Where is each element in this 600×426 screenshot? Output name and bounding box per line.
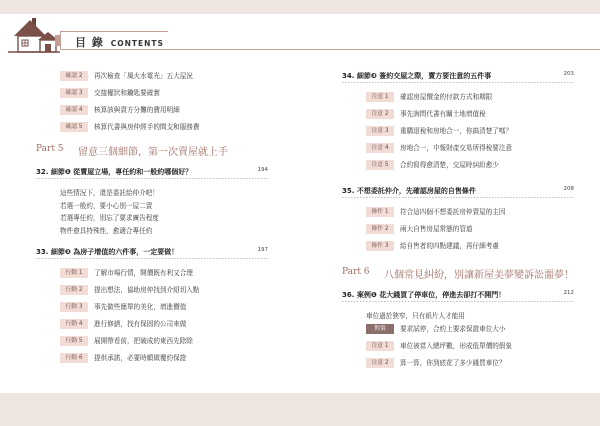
toc-line[interactable] [36,198,268,211]
toc-item[interactable] [342,321,574,338]
part-heading [342,264,574,282]
item-tag: 注意 3 [366,126,394,136]
toc-item[interactable] [36,333,268,350]
item-tag: 注意 5 [366,160,394,170]
toc-header [8,14,600,54]
item-text: 交接權狀和鑰匙要確實 [94,89,160,97]
toc-title-box [60,31,168,50]
toc-item[interactable] [36,85,268,102]
item-tag: 行動 3 [60,302,88,312]
item-tag: 行動 6 [60,353,88,363]
dotted-divider [36,178,268,179]
item-text: 提出想法，協助房仲找到介紹切入點 [94,286,200,294]
item-text: 再次檢查「風火水電光」五大屋況 [94,72,193,80]
line-text: 若選一般約，要小心別一屋二賣 [60,201,153,210]
line-text: 車位過於狹窄，只有紙片人才能用 [366,312,465,320]
toc-item[interactable] [36,282,268,299]
item-text: 確認房屋價金的付款方式和期限 [400,93,493,101]
spacer [342,255,574,264]
toc-item[interactable] [36,102,268,119]
item-text: 重購退稅和房地合一，你搞清楚了嗎？ [400,127,513,135]
item-text: 了解市場行情，開價既有利又合理 [94,269,193,277]
toc-item[interactable] [36,68,268,85]
page-number: 208 [563,186,574,192]
section-heading[interactable] [342,287,574,303]
item-tag: 行動 5 [60,336,88,346]
item-tag: 注意 1 [366,92,394,102]
dotted-divider [36,258,268,259]
section-title: 33. 細節❷ 為房子增值的六件事，一定要做！ [36,248,179,256]
section-title: 34. 細節❸ 簽約交屋之際，賣方要注意的五件事 [342,72,492,80]
toc-item[interactable] [36,119,268,136]
item-text: 事先詢問代書有關土地增值稅 [400,110,486,118]
right-column [342,68,574,372]
item-tag: 確認 3 [60,88,88,98]
part-title: 留意三個細節，第一次賣屋就上手 [78,147,228,158]
item-text: 合約寫得愈清楚，交屋時糾紛愈少 [400,161,499,169]
item-tag: 條件 2 [366,224,394,234]
item-text: 核算代書與房仲經手的間支和服務費 [94,123,200,131]
spacer [36,235,268,244]
part-title: 八個常見糾紛，別讓新屋美夢變訴訟噩夢！ [384,270,574,281]
toc-item[interactable] [342,140,574,157]
toc-item[interactable] [36,265,268,282]
toc-item[interactable] [36,350,268,367]
dotted-divider [342,197,574,198]
toc-line[interactable] [36,210,268,223]
part-label: Part 5 [36,144,64,154]
item-tag: 行動 1 [60,268,88,278]
item-text: 兩大自售房屋常態的管道 [400,225,473,233]
toc-title-en: CONTENTS [110,39,164,48]
item-text: 符合這四個不想委託房仲賣屋的主因 [400,208,506,216]
page-number: 194 [257,167,268,173]
part-label: Part 6 [342,267,370,277]
line-text: 這些情況下，還是委託給仲介吧！ [60,189,159,197]
dotted-divider [342,82,574,83]
section-title: 35. 不想委託仲介，先確認房屋的自售條件 [342,187,476,195]
section-heading[interactable] [342,68,574,84]
item-tag: 注意 2 [366,109,394,119]
spacer [342,174,574,183]
toc-item[interactable] [342,221,574,238]
toc-line[interactable] [342,308,574,321]
page-number: 203 [563,71,574,77]
item-text: 進行修繕，找有保固的公司來做 [94,320,187,328]
item-tag: 確認 4 [60,105,88,115]
header-rule [168,49,600,50]
item-tag: 行動 2 [60,285,88,295]
toc-line[interactable] [36,223,268,236]
item-text: 車位被當入總坪數，形成低單價的假象 [400,341,513,350]
toc-item[interactable] [342,106,574,123]
item-text: 核算該與賣方分攤的費用明細 [94,106,180,114]
dotted-divider [342,301,574,302]
toc-item[interactable] [342,123,574,140]
item-text: 要求試停，合約上要求保證車位大小 [400,324,506,333]
toc-item[interactable] [342,204,574,221]
item-tag: 注意 4 [366,143,394,153]
line-text: 物件愈具特殊性，愈適合專任約 [60,226,153,235]
toc-title [75,34,164,50]
toc-item[interactable] [36,299,268,316]
item-tag: 對策 [366,324,394,334]
bottom-decor-band [0,393,600,426]
item-text: 提供承諾，必要時願做覆約保證 [94,354,187,362]
item-tag: 確認 5 [60,122,88,132]
section-heading[interactable] [342,183,574,199]
toc-item[interactable] [342,238,574,255]
item-tag: 確認 2 [60,71,88,81]
page-number: 197 [257,247,268,253]
part-heading [36,141,268,159]
item-tag: 條件 3 [366,241,394,251]
item-text: 展開帶看前，把破成的東西先除除 [94,337,193,345]
top-decor-band [0,0,600,14]
item-text: 房地合一，申報財產交易所得稅要注意 [400,144,513,152]
toc-line[interactable] [36,185,268,198]
page-number: 212 [563,290,574,296]
item-tag: 行動 4 [60,319,88,329]
toc-item[interactable] [342,355,574,372]
left-column [36,68,268,367]
item-text: 事先做些簡單的美化，增進價值 [94,303,187,311]
item-text: 算一算，你到底花了多少錢買車位？ [400,358,506,367]
toc-item[interactable] [342,157,574,174]
section-heading[interactable] [36,164,268,180]
section-heading[interactable] [36,244,268,260]
house-icon [8,14,60,54]
toc-item[interactable] [342,338,574,355]
line-text: 若選專任約，別忘了要求廣告程度 [60,214,159,222]
section-title: 36. 案例❶ 花大錢買了停車位，停進去卻打不開門！ [342,291,506,299]
toc-item[interactable] [36,316,268,333]
item-tag: 條件 1 [366,207,394,217]
toc-title-zh: 目 錄 [75,36,104,49]
item-text: 給自售者的四點建議，再仔細考慮 [400,242,499,250]
item-tag: 注意 2 [366,358,394,368]
section-title: 32. 細節❶ 從賣屋立場，專任約和一般約哪個好？ [36,168,193,176]
toc-item[interactable] [342,89,574,106]
item-tag: 注意 1 [366,341,394,351]
